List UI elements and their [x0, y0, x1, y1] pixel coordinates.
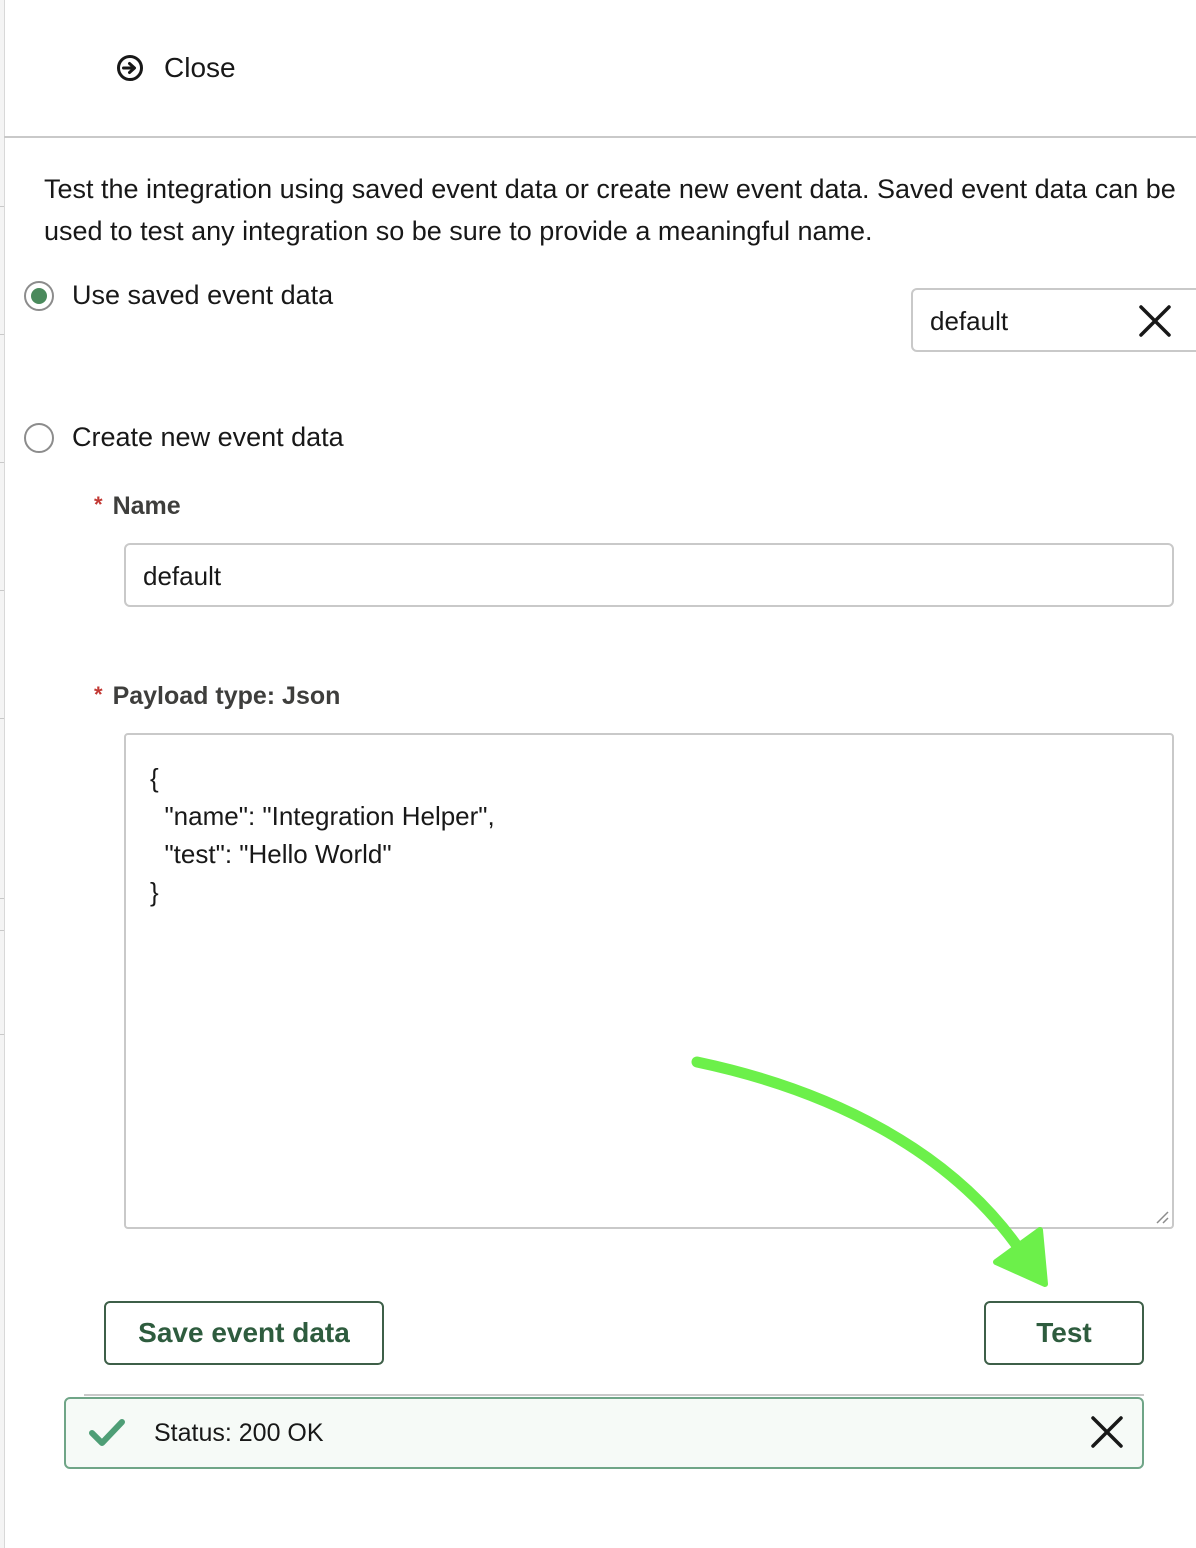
panel-header	[4, 0, 1196, 138]
clear-selection-icon[interactable]	[1137, 303, 1173, 339]
option-create-new[interactable]	[24, 422, 344, 453]
payload-line: "test": "Hello World"	[150, 839, 392, 869]
edge-tick	[0, 590, 4, 591]
toast-close-icon[interactable]	[1088, 1413, 1126, 1451]
resize-handle-icon[interactable]	[1153, 1208, 1169, 1224]
name-field-label	[94, 492, 181, 521]
create-new-radio[interactable]	[24, 423, 54, 453]
status-toast	[64, 1397, 1144, 1469]
intro-description: Test the integration using saved event data or create new event data. Saved event data can be used to test any integration so be sure to provide a meaningful name.	[44, 174, 1176, 246]
edge-tick	[0, 206, 4, 207]
payload-textarea[interactable]	[124, 733, 1174, 1229]
left-panel-edge	[0, 0, 5, 1548]
payload-line: }	[150, 877, 159, 907]
edge-tick	[0, 898, 4, 899]
close-button-label: Close	[164, 52, 236, 83]
edge-tick	[0, 334, 4, 335]
edge-tick	[0, 718, 4, 719]
status-divider	[84, 1394, 1144, 1396]
use-saved-label: Use saved event data	[72, 280, 334, 310]
payload-line: "name": "Integration Helper",	[150, 801, 495, 831]
name-input-value: default	[143, 561, 222, 591]
payload-line: {	[150, 763, 159, 793]
status-message: Status: 200 OK	[154, 1419, 324, 1447]
required-marker: *	[94, 682, 103, 707]
save-event-data-button[interactable]: Save event data	[104, 1301, 384, 1365]
checkmark-icon	[88, 1417, 126, 1449]
saved-event-select[interactable]	[911, 288, 1196, 352]
payload-field-label	[94, 682, 340, 711]
circle-arrow-right-icon	[116, 54, 144, 82]
edge-tick	[0, 1034, 4, 1035]
name-label-text: Name	[112, 492, 181, 520]
payload-label-text: Payload type: Json	[112, 682, 341, 710]
edge-tick	[0, 930, 4, 931]
use-saved-radio[interactable]	[24, 281, 54, 311]
test-button[interactable]: Test	[984, 1301, 1144, 1365]
required-marker: *	[94, 492, 103, 517]
edge-tick	[0, 462, 4, 463]
option-use-saved[interactable]	[24, 280, 333, 311]
name-input[interactable]	[124, 543, 1174, 607]
close-button[interactable]	[116, 48, 236, 88]
create-new-label: Create new event data	[72, 422, 344, 452]
saved-event-value: default	[930, 306, 1009, 336]
